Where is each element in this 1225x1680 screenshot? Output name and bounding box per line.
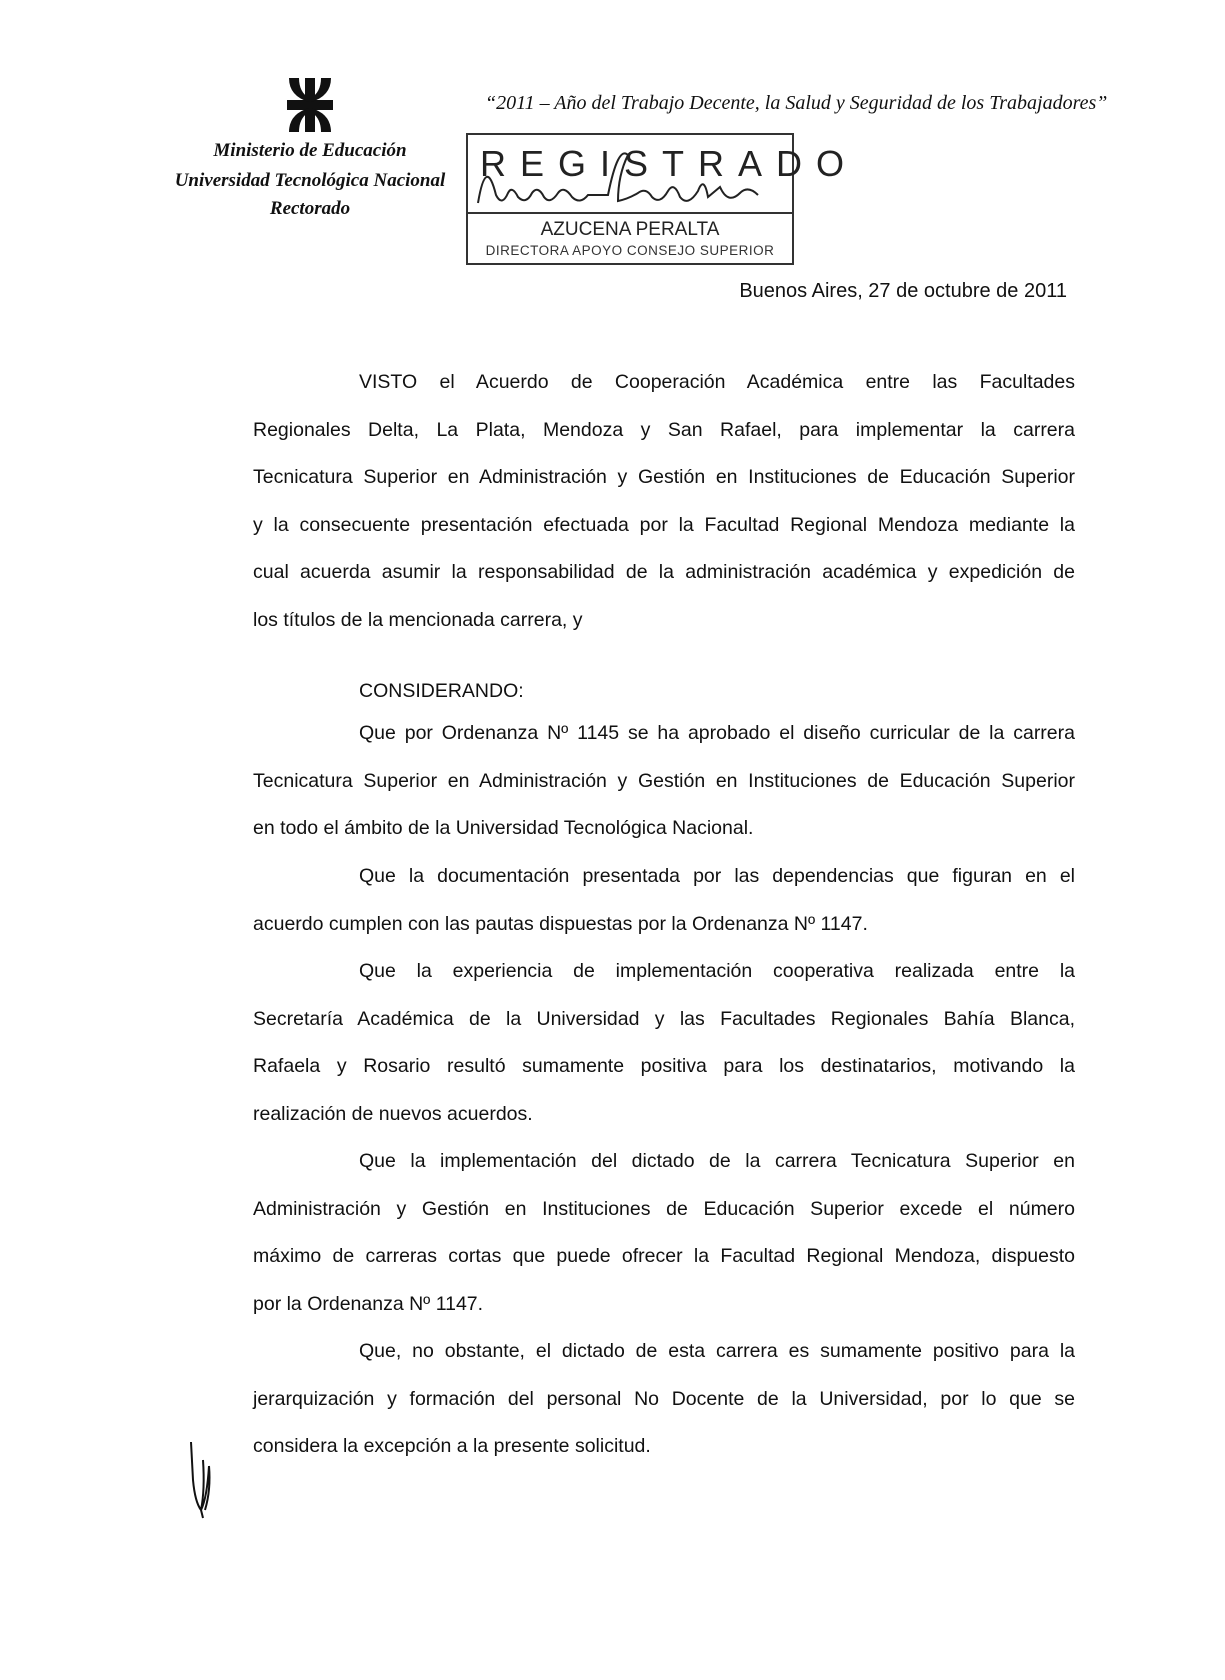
- considerando-paragraph: [253, 853, 1075, 948]
- paragraph-line: Administración y Gestión en Instituciones de Educación Superior excede el número: [253, 1197, 1075, 1220]
- institution-university: Universidad Tecnológica Nacional: [174, 170, 446, 191]
- paragraph-line: Que por Ordenanza Nº 1145 se ha aprobado el diseño curricular de la carrera: [359, 722, 1075, 744]
- paragraph-line: Secretaría Académica de la Universidad y las Facultades Regionales Bahía Blanca,: [253, 1007, 1075, 1030]
- paragraph-line: Tecnicatura Superior en Administración y Gestión en Instituciones de Educación Superior: [253, 769, 1075, 792]
- considerando-paragraph: [253, 948, 1075, 1138]
- signer-name: AZUCENA PERALTA: [540, 219, 720, 240]
- paragraph-line: Rafaela y Rosario resultó sumamente positiva para los destinatarios, motivando la: [253, 1055, 1075, 1077]
- paragraph-line: Que la experiencia de implementación cooperativa realizada entre la: [359, 960, 1075, 982]
- paragraph-line: Tecnicatura Superior en Administración y Gestión en Instituciones de Educación Superior: [253, 466, 1075, 488]
- date-line: Buenos Aires, 27 de octubre de 2011: [739, 280, 1067, 302]
- paragraph-line: por la Ordenanza Nº 1147.: [253, 1292, 484, 1315]
- paragraph-line: en todo el ámbito de la Universidad Tecnológica Nacional.: [253, 817, 754, 839]
- paragraph-line: máximo de carreras cortas que puede ofrecer la Facultad Regional Mendoza, dispuesto: [253, 1245, 1075, 1267]
- paragraph-line: considera la excepción a la presente solicitud.: [253, 1435, 651, 1457]
- utn-logo-icon: [287, 78, 333, 132]
- considerando-paragraph: [253, 1328, 1075, 1471]
- paragraph-line: jerarquización y formación del personal No Docente de la Universidad, por lo que se: [253, 1387, 1075, 1410]
- signer-role: DIRECTORA APOYO CONSEJO SUPERIOR: [485, 243, 775, 258]
- considerando-paragraph: [253, 1138, 1075, 1328]
- paragraph-line: realización de nuevos acuerdos.: [253, 1102, 533, 1125]
- registered-stamp: [466, 133, 859, 265]
- institution-rectorado: Rectorado: [269, 198, 351, 219]
- institution-ministry: Ministerio de Educación: [213, 140, 407, 161]
- handwritten-initials-icon: [185, 1440, 225, 1520]
- signature-line: [468, 212, 792, 214]
- paragraph-line: y la consecuente presentación efectuada por la Facultad Regional Mendoza mediante la: [253, 513, 1075, 536]
- paragraph-line: Que, no obstante, el dictado de esta carrera es sumamente positivo para la: [359, 1340, 1075, 1362]
- paragraph-line: VISTO el Acuerdo de Cooperación Académica entre las Facultades: [359, 371, 1075, 393]
- paragraph-line: cual acuerda asumir la responsabilidad de la administración académica y expedición de: [253, 561, 1075, 583]
- considerando-heading: CONSIDERANDO:: [359, 680, 524, 702]
- paragraph-line: acuerdo cumplen con las pautas dispuestas por la Ordenanza Nº 1147.: [253, 912, 868, 935]
- visto-paragraph: [253, 359, 1075, 644]
- paragraph-line: Regionales Delta, La Plata, Mendoza y San Rafael, para implementar la carrera: [253, 418, 1075, 441]
- signature-icon: [468, 135, 859, 215]
- year-motto: “2011 – Año del Trabajo Decente, la Salud y Seguridad de los Trabajadores”: [485, 92, 1108, 114]
- paragraph-line: los títulos de la mencionada carrera, y: [253, 608, 583, 631]
- paragraph-line: Que la implementación del dictado de la carrera Tecnicatura Superior en: [359, 1150, 1075, 1172]
- stamp-title: REGISTRADO: [480, 143, 859, 184]
- considerando-paragraph: [253, 710, 1075, 853]
- paragraph-line: Que la documentación presentada por las dependencias que figuran en el: [359, 865, 1075, 887]
